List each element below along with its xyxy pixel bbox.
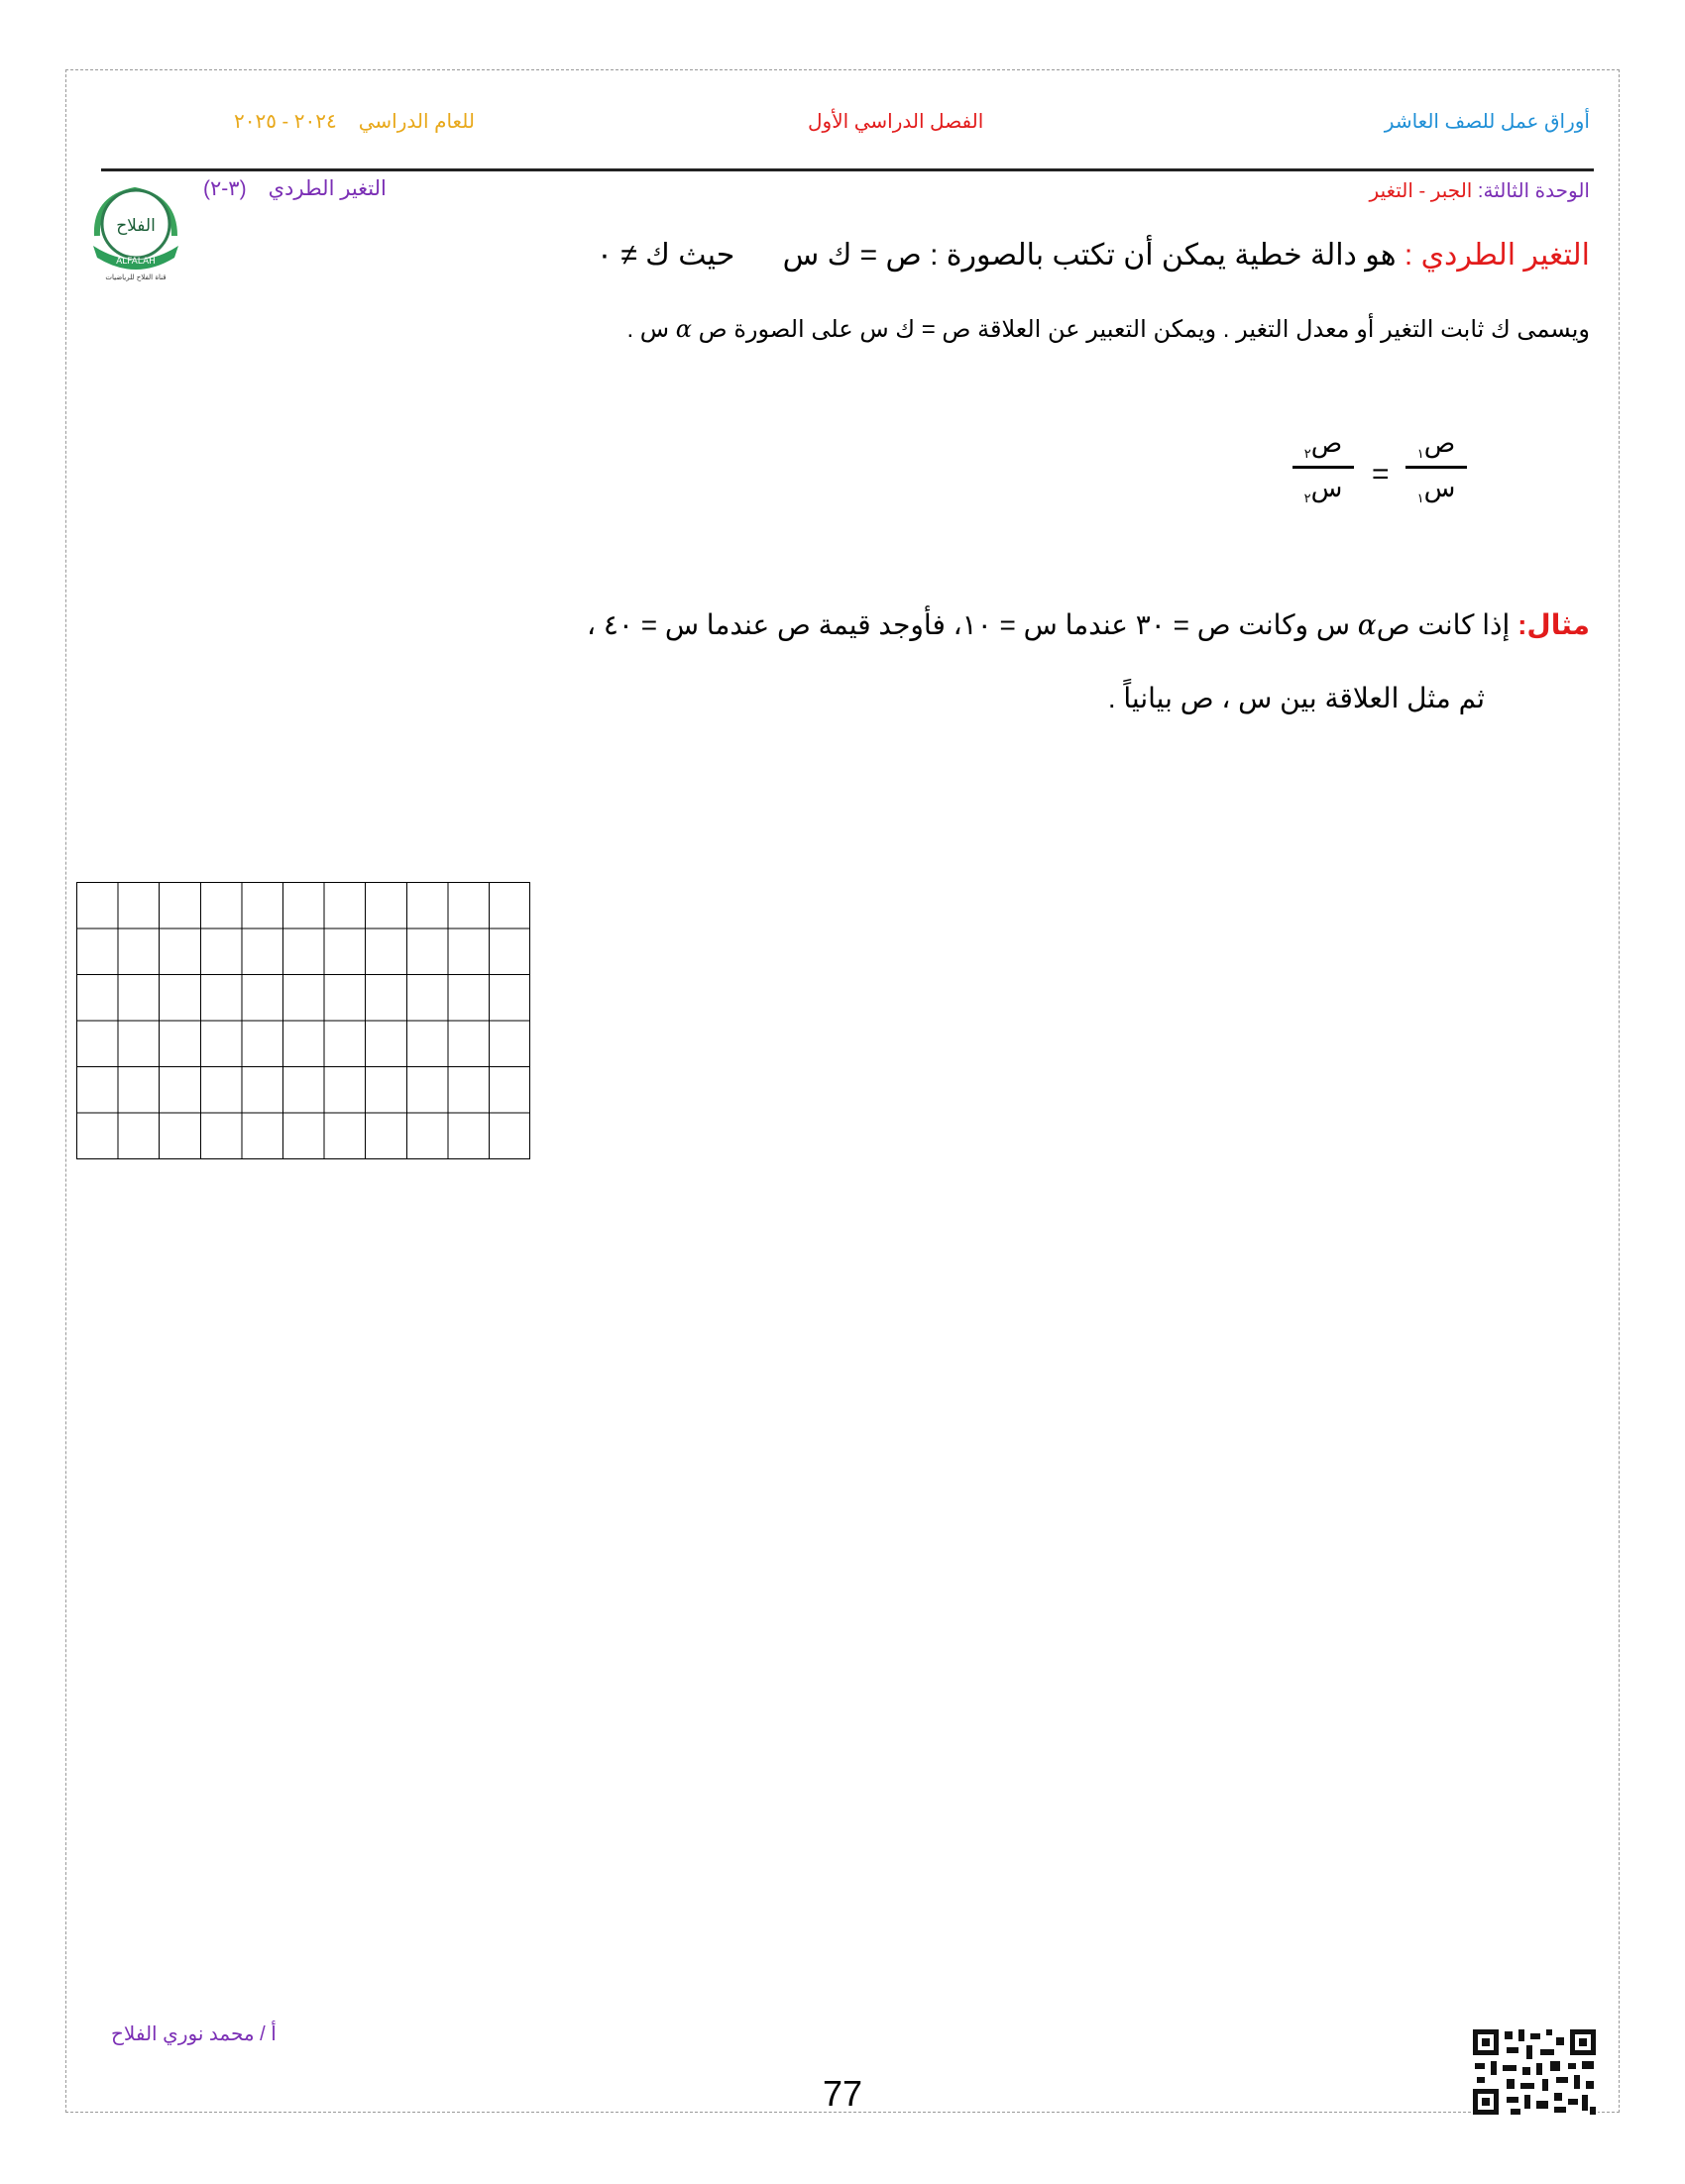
definition-line [597, 238, 1590, 273]
fraction-denominator: س$_١$ [1416, 473, 1456, 506]
header-year-label: للعام الدراسي [358, 111, 475, 133]
alpha-symbol: α [675, 315, 692, 343]
author-name: أ / محمد نوري الفلاح [111, 2023, 277, 2045]
example-line-1 [587, 608, 1590, 641]
explanation-line [626, 315, 1590, 344]
fraction-numerator: ص$_٢$ [1303, 428, 1343, 462]
header-semester: الفصل الدراسي الأول [808, 111, 984, 133]
alpha-symbol: α [1357, 608, 1377, 641]
graph-grid [76, 882, 530, 1159]
header-grade: أوراق عمل للصف العاشر [1384, 111, 1590, 133]
logo-emblem-icon [79, 176, 198, 285]
fraction-denominator: س$_٢$ [1303, 473, 1343, 506]
unit-title [1370, 178, 1590, 203]
example-text-b: س وكانت ص = ٣٠ عندما س = ١٠، فأوجد قيمة ص عندما س = ٤٠ ، [587, 609, 1351, 640]
ratio-formula [1289, 428, 1487, 517]
alfalah-logo [79, 176, 198, 285]
unit-prefix: الوحدة الثالثة: [1477, 180, 1590, 202]
unit-name: الجبر - التغير [1369, 180, 1473, 202]
fraction-y2-x2 [1292, 428, 1354, 506]
lesson-name: التغير الطردي [268, 177, 387, 200]
explanation-text: ويسمى ك ثابت التغير أو معدل التغير . ويمكن التعبير عن العلاقة ص = ك س على الصورة ص [698, 316, 1590, 343]
header-year [234, 109, 475, 134]
example-line-2: ثم مثل العلاقة بين س ، ص بيانياً . [1107, 683, 1485, 713]
definition-term: التغير الطردي : [1404, 239, 1590, 272]
fraction-y1-x1 [1405, 428, 1467, 506]
lesson-code: (٣-٢) [203, 177, 247, 200]
definition-condition: حيث ك ≠ ٠ [596, 239, 735, 272]
equals-sign: = [1372, 458, 1390, 491]
page-number: 77 [823, 2073, 863, 2114]
qr-code-icon [1471, 2027, 1598, 2117]
logo-tagline: قناة الفلاح للرياضيات [105, 273, 167, 281]
logo-latin: ALFALAH [116, 257, 156, 267]
header-year-value: ٢٠٢٤ - ٢٠٢٥ [234, 111, 337, 133]
example-label: مثال: [1517, 609, 1590, 640]
logo-name: الفلاح [116, 216, 156, 236]
header-divider [101, 168, 1594, 171]
explanation-end: س . [626, 316, 670, 343]
definition-text: هو دالة خطية يمكن أن تكتب بالصورة : ص = ك س [782, 239, 1397, 272]
lesson-title [203, 176, 387, 201]
example-text-a: إذا كانت ص [1376, 609, 1511, 640]
fraction-numerator: ص$_١$ [1416, 428, 1456, 462]
